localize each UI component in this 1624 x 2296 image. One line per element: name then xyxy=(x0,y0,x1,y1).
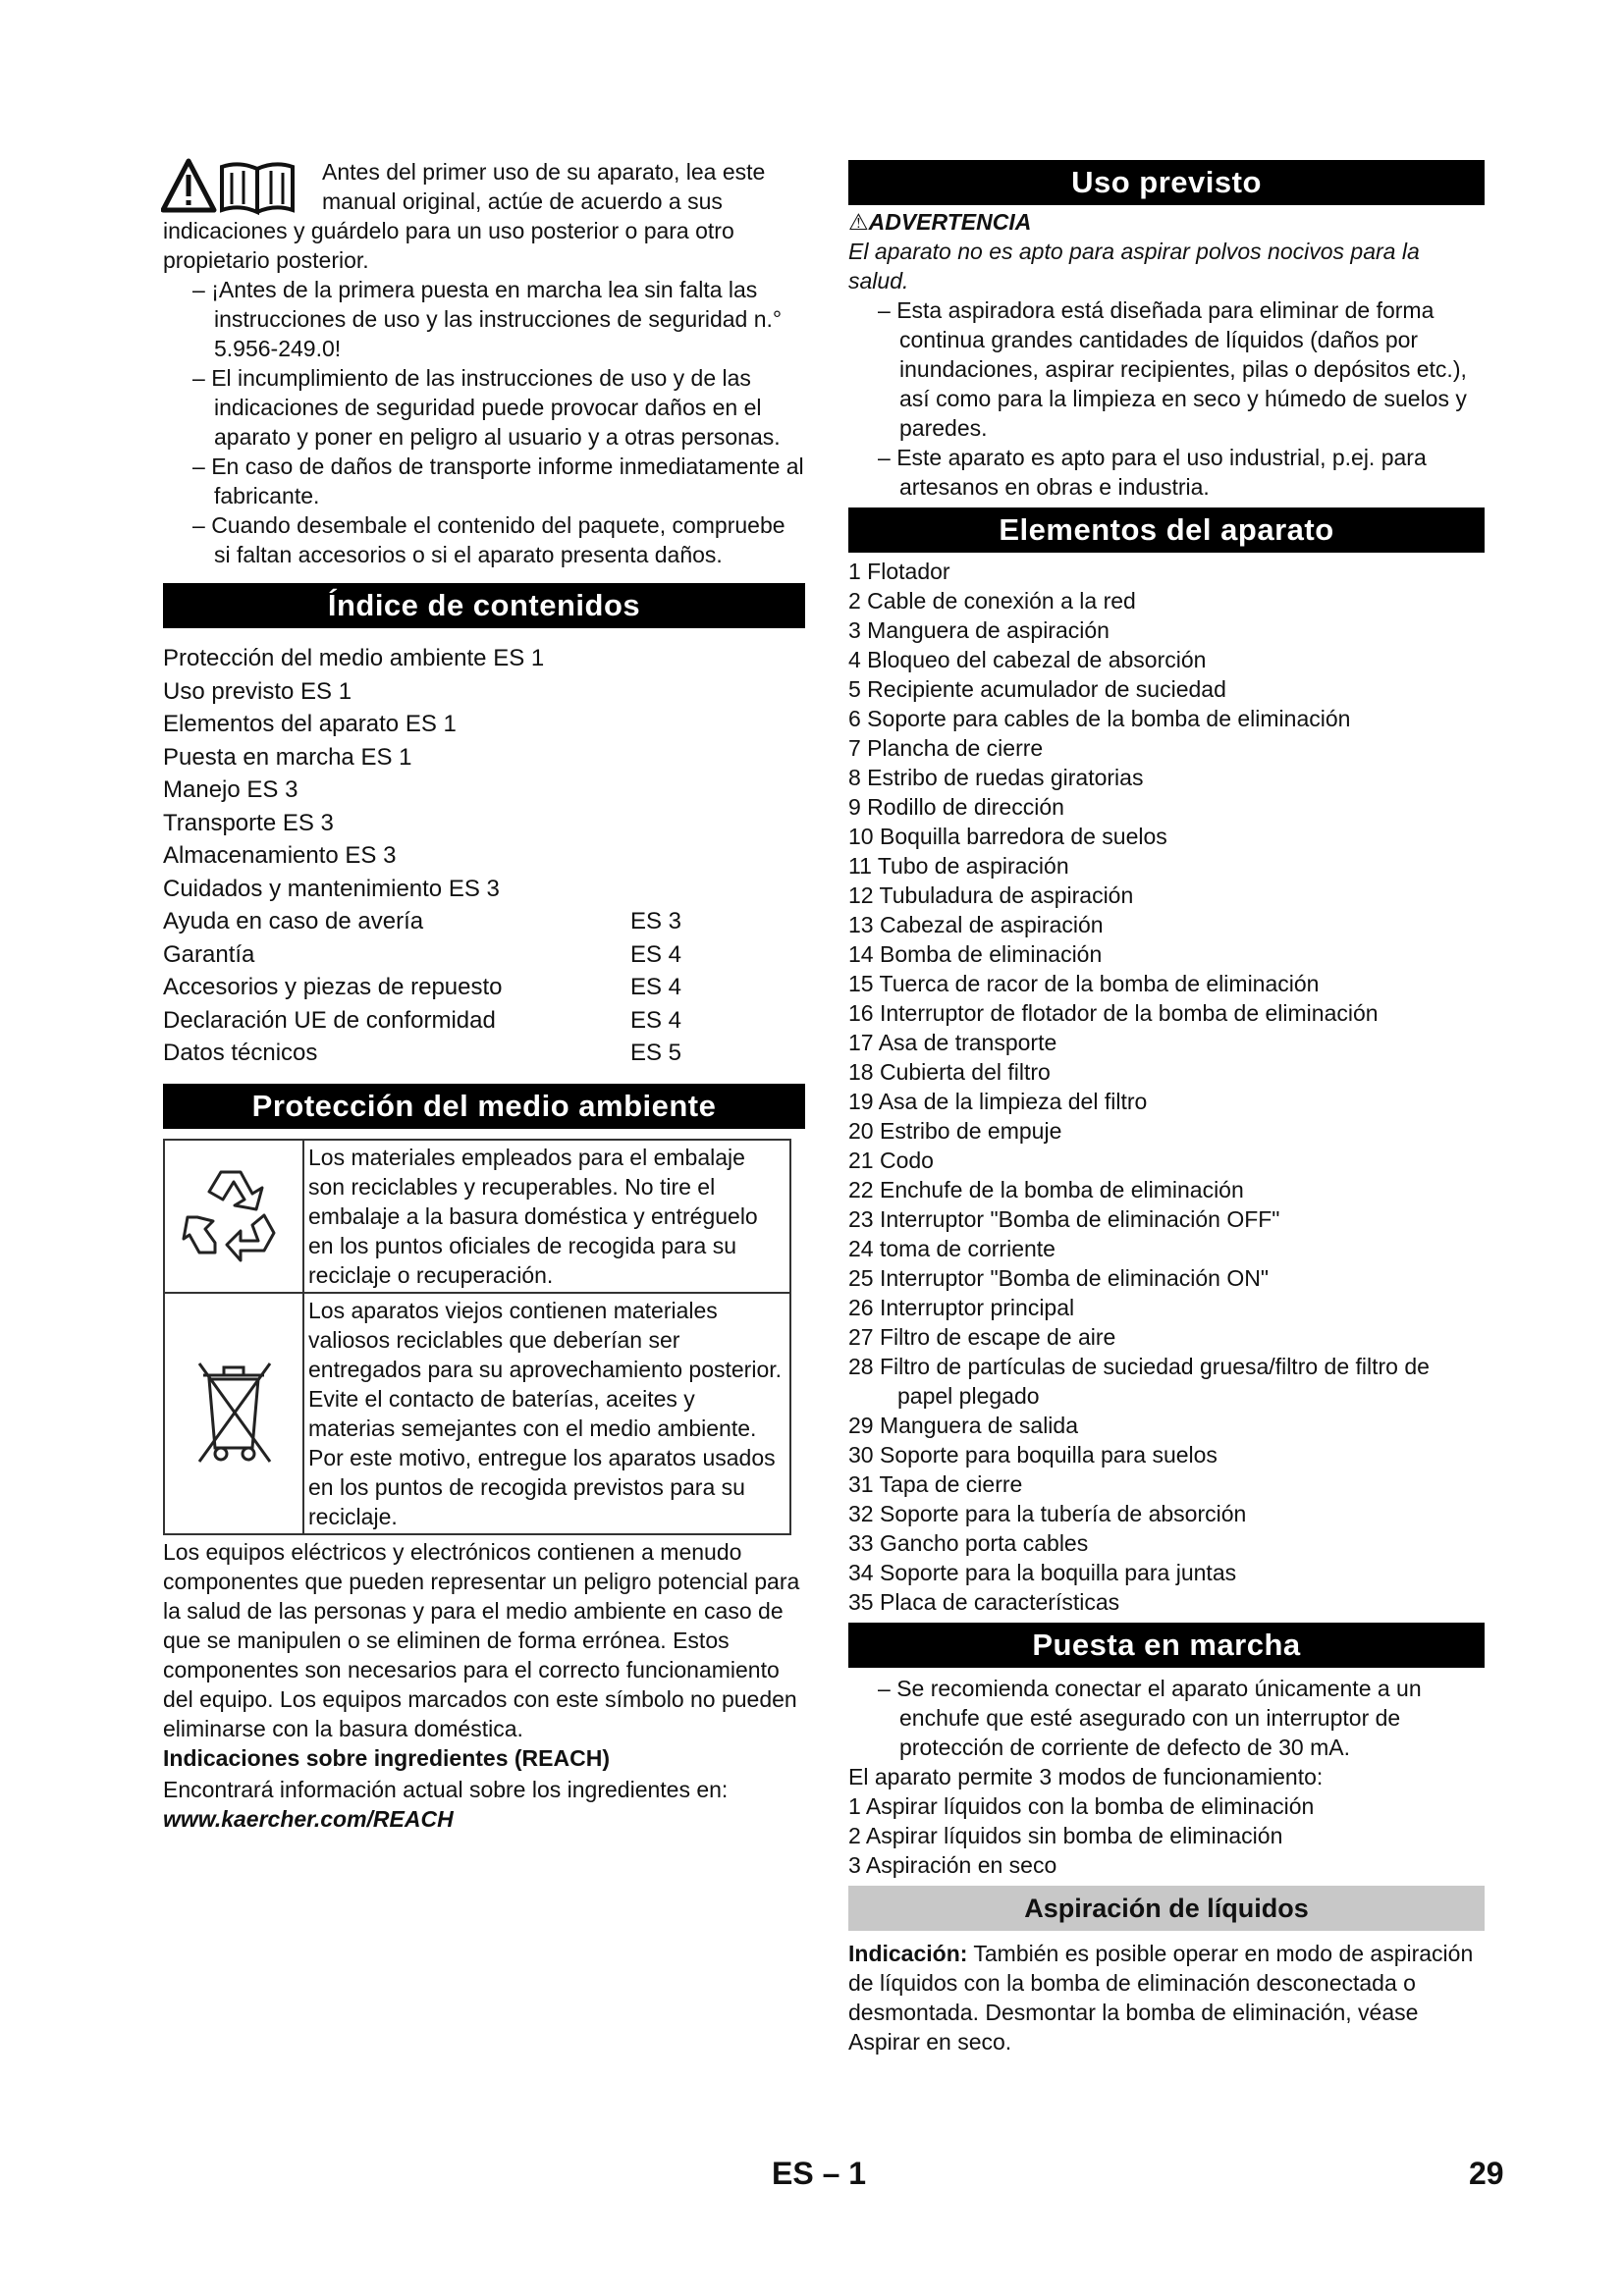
intro-bullet-3: – En caso de daños de transporte informe inmediatamente al fabricante. xyxy=(163,452,805,510)
right-column xyxy=(848,157,1485,2056)
note-text: También es posible operar en modo de aspiración de líquidos con la bomba de eliminación desconectada o desmontada. Desmontar la bomba de eliminación, véase Aspirar en seco. xyxy=(848,1941,1474,2055)
environment-heading: Protección del medio ambiente xyxy=(163,1084,805,1129)
list-item: 34 Soporte para la boquilla para juntas xyxy=(848,1560,1237,1585)
warning-triangle-icon: ⚠ xyxy=(848,209,869,235)
list-item: 18 Cubierta del filtro xyxy=(848,1059,1051,1085)
list-item: 33 Gancho porta cables xyxy=(848,1530,1089,1556)
warning-manual-icon xyxy=(161,157,318,216)
intro-bullet-4: – Cuando desembale el contenido del paquete, compruebe si faltan accesorios o si el aparato presenta daños. xyxy=(163,510,805,569)
elementos-heading: Elementos del aparato xyxy=(848,507,1485,553)
packaging-text: Los materiales empleados para el embalaje son reciclables y recuperables. No tire el embalaje a la basura doméstica y entréguelo en los puntos oficiales de recogida para su reciclaje o recuperación. xyxy=(303,1140,790,1293)
list-item: 9 Rodillo de dirección xyxy=(848,794,1064,820)
warning-label: ⚠ADVERTENCIA xyxy=(848,209,1032,235)
list-item: 35 Placa de características xyxy=(848,1589,1120,1615)
list-item: 28 Filtro de partículas de suciedad gruesa/filtro de filtro de papel plegado xyxy=(848,1354,1430,1409)
reach-text: Encontrará información actual sobre los ingredientes en: xyxy=(163,1776,729,1802)
mode-item: 1 Aspirar líquidos con la bomba de eliminación xyxy=(848,1793,1315,1819)
intro-lead: Antes del primer uso de su aparato, lea este manual original, actúe de acuerdo a sus indicaciones y guárdelo para un uso posterior o para otro propietario posterior. xyxy=(163,159,766,273)
reach-link[interactable]: www.kaercher.com/REACH xyxy=(163,1805,454,1832)
list-item: 4 Bloqueo del cabezal de absorción xyxy=(848,647,1207,672)
uso-previsto-heading: Uso previsto xyxy=(848,160,1485,205)
list-item: 6 Soporte para cables de la bomba de eliminación xyxy=(848,706,1351,731)
note-label: Indicación: xyxy=(848,1941,968,1966)
list-item: 15 Tuerca de racor de la bomba de eliminación xyxy=(848,971,1320,996)
toc-item[interactable]: Protección del medio ambiente ES 1 xyxy=(163,645,545,671)
reach-heading: Indicaciones sobre ingredientes (REACH) xyxy=(163,1744,610,1771)
toc-list xyxy=(163,642,805,1070)
list-item: 8 Estribo de ruedas giratorias xyxy=(848,765,1144,790)
toc-item[interactable]: Uso previsto ES 1 xyxy=(163,677,352,705)
list-item: 32 Soporte para la tubería de absorción xyxy=(848,1501,1247,1526)
toc-item[interactable]: Declaración UE de conformidad ES 4 xyxy=(163,1006,682,1034)
left-column xyxy=(163,157,805,1834)
crossed-bin-icon-cell xyxy=(164,1293,303,1534)
toc-item[interactable]: Cuidados y mantenimiento ES 3 xyxy=(163,875,500,902)
list-item: 31 Tapa de cierre xyxy=(848,1471,1023,1497)
electronics-text: Los equipos eléctricos y electrónicos contienen a menudo componentes que pueden representar un peligro potencial para la salud de las personas y para el medio ambiente en caso de que se manipulen o se eliminen de forma errónea. Estos componentes son necesarios para el correcto funcionamiento del equipo. Los equipos marcados con este símbolo no pueden eliminarse con la basura doméstica. xyxy=(163,1538,800,1741)
list-item: 16 Interruptor de flotador de la bomba de eliminación xyxy=(848,1000,1379,1026)
list-item: 13 Cabezal de aspiración xyxy=(848,912,1104,937)
toc-item[interactable]: Almacenamiento ES 3 xyxy=(163,842,397,869)
list-item: 5 Recipiente acumulador de suciedad xyxy=(848,676,1226,702)
list-item: 22 Enchufe de la bomba de eliminación xyxy=(848,1177,1244,1202)
list-item: 10 Boquilla barredora de suelos xyxy=(848,824,1167,849)
intro-block xyxy=(163,157,805,275)
list-item: 14 Bomba de eliminación xyxy=(848,941,1103,967)
list-item: 30 Soporte para boquilla para suelos xyxy=(848,1442,1218,1468)
page-number: 29 xyxy=(1469,2156,1504,2191)
list-item: 2 Cable de conexión a la red xyxy=(848,588,1136,614)
old-devices-text: Los aparatos viejos contienen materiales valiosos reciclables que deberían ser entregados para su aprovechamiento posterior. Evite el contacto de baterías, aceites y materias semejantes con el medio ambiente. Por este motivo, entregue los aparatos usados en los puntos de recogida previstos para su reciclaje. xyxy=(303,1293,790,1534)
list-item: 19 Asa de la limpieza del filtro xyxy=(848,1089,1148,1114)
list-item: 17 Asa de transporte xyxy=(848,1030,1057,1055)
toc-item[interactable]: Puesta en marcha ES 1 xyxy=(163,743,412,771)
mode-item: 2 Aspirar líquidos sin bomba de eliminación xyxy=(848,1823,1283,1848)
section-page-label: ES – 1 xyxy=(772,2156,867,2191)
list-item: 11 Tubo de aspiración xyxy=(848,853,1069,879)
uso-bullet-2: – Este aparato es apto para el uso industrial, p.ej. para artesanos en obras e industria. xyxy=(848,443,1485,502)
list-item: 7 Plancha de cierre xyxy=(848,735,1044,761)
recycle-icon xyxy=(180,1158,288,1266)
environment-table xyxy=(163,1139,791,1535)
modes-intro: El aparato permite 3 modos de funcionamiento: xyxy=(848,1764,1324,1789)
toc-item[interactable]: Garantía ES 4 xyxy=(163,940,682,968)
warning-text: El aparato no es apto para aspirar polvos nocivos para la salud. xyxy=(848,239,1420,294)
aspiracion-heading: Aspiración de líquidos xyxy=(848,1886,1485,1931)
list-item: 25 Interruptor "Bomba de eliminación ON" xyxy=(848,1265,1269,1291)
toc-item[interactable]: Ayuda en caso de avería ES 3 xyxy=(163,908,682,934)
list-item: 27 Filtro de escape de aire xyxy=(848,1324,1116,1350)
list-item: 12 Tubuladura de aspiración xyxy=(848,882,1134,908)
list-item: 26 Interruptor principal xyxy=(848,1295,1075,1320)
list-item: 23 Interruptor "Bomba de eliminación OFF" xyxy=(848,1206,1280,1232)
list-item: 24 toma de corriente xyxy=(848,1236,1056,1261)
mode-item: 3 Aspiración en seco xyxy=(848,1852,1057,1878)
list-item: 20 Estribo de empuje xyxy=(848,1118,1062,1144)
puesta-heading: Puesta en marcha xyxy=(848,1623,1485,1668)
puesta-bullet: – Se recomienda conectar el aparato únicamente a un enchufe que esté asegurado con un interruptor de protección de corriente de defecto de 30 mA. xyxy=(848,1674,1485,1762)
parts-list xyxy=(848,557,1485,1617)
recycle-icon-cell xyxy=(164,1140,303,1293)
list-item: 1 Flotador xyxy=(848,559,950,584)
toc-item[interactable]: Accesorios y piezas de repuesto ES 4 xyxy=(163,974,682,1000)
crossed-out-bin-icon xyxy=(180,1346,288,1473)
list-item: 3 Manguera de aspiración xyxy=(848,617,1110,643)
toc-item[interactable]: Manejo ES 3 xyxy=(163,776,298,803)
intro-bullet-2: – El incumplimiento de las instrucciones de uso y de las indicaciones de seguridad puede provocar daños en el aparato y poner en peligro al usuario y a otras personas. xyxy=(163,363,805,452)
aspiracion-note xyxy=(848,1939,1485,2056)
toc-item[interactable]: Transporte ES 3 xyxy=(163,809,334,836)
toc-item[interactable]: Elementos del aparato ES 1 xyxy=(163,711,457,737)
intro-bullet-1: – ¡Antes de la primera puesta en marcha lea sin falta las instrucciones de uso y las instrucciones de seguridad n.° 5.956-249.0! xyxy=(163,275,805,363)
toc-item[interactable]: Datos técnicos ES 5 xyxy=(163,1040,682,1066)
uso-bullet-1: – Esta aspiradora está diseñada para eliminar de forma continua grandes cantidades de líquidos (daños por inundaciones, aspirar recipientes, pilas o depósitos etc.), así como para la limpieza en seco y húmedo de suelos y paredes. xyxy=(848,295,1485,443)
list-item: 21 Codo xyxy=(848,1148,934,1173)
list-item: 29 Manguera de salida xyxy=(848,1413,1078,1438)
toc-heading: Índice de contenidos xyxy=(163,583,805,628)
